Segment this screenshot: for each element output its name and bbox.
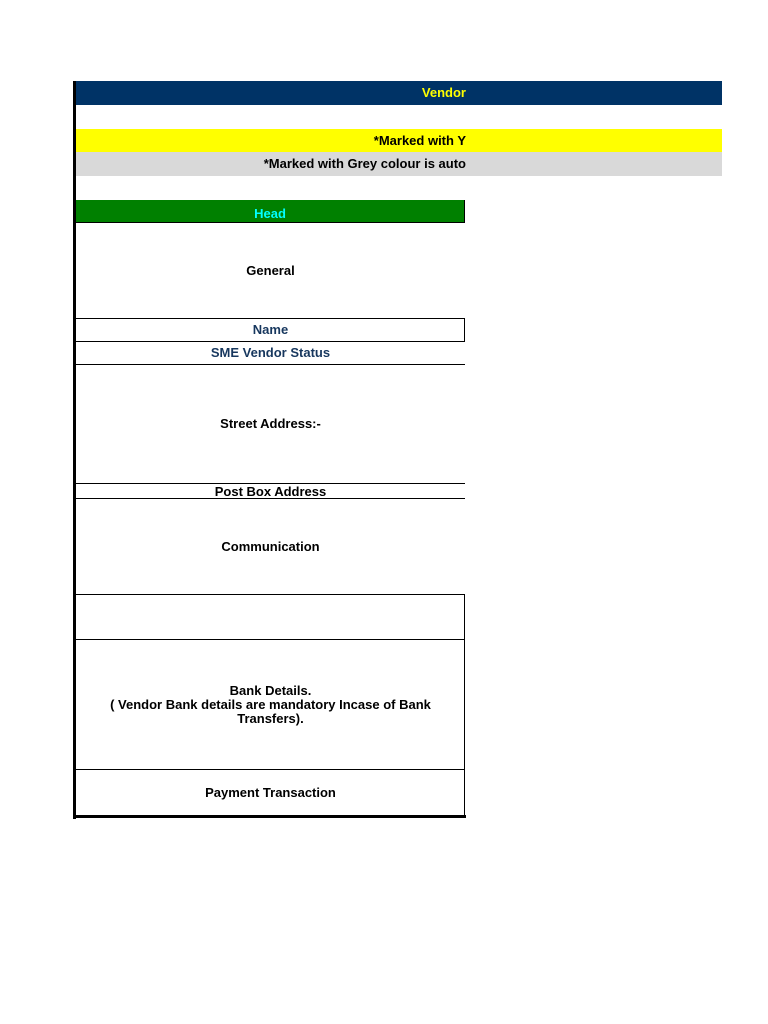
row-payment-transaction-label: Payment Transaction	[205, 785, 336, 800]
grey-note-text: *Marked with Grey colour is auto	[263, 156, 466, 171]
sheet-bottom-border	[73, 815, 466, 818]
yellow-note-text: *Marked with Y	[373, 133, 466, 148]
row-bank-details-title: Bank Details.	[229, 682, 312, 698]
row-sme-vendor-status-label: SME Vendor Status	[210, 345, 331, 360]
row-post-box-address-label: Post Box Address	[214, 483, 327, 499]
row-bank-details[interactable]	[76, 640, 465, 769]
sheet-title: Vendor	[421, 85, 466, 100]
row-communication[interactable]	[76, 499, 465, 594]
row-name[interactable]	[76, 319, 465, 341]
row-street-address[interactable]	[76, 365, 465, 483]
row-name-label: Name	[252, 322, 289, 337]
row-post-box-address[interactable]	[76, 483, 465, 498]
row-communication-label: Communication	[221, 538, 320, 554]
row-street-address-label: Street Address:-	[220, 416, 321, 431]
row-payment-transaction[interactable]	[76, 770, 465, 816]
row-blank[interactable]	[76, 595, 465, 639]
row-general[interactable]	[76, 223, 465, 318]
row-bank-details-note: ( Vendor Bank details are mandatory Incase of Bank Transfers).	[110, 696, 431, 726]
row-sme-vendor-status[interactable]	[76, 342, 465, 364]
head-label: Head	[254, 206, 286, 221]
row-general-label: General	[246, 262, 295, 278]
